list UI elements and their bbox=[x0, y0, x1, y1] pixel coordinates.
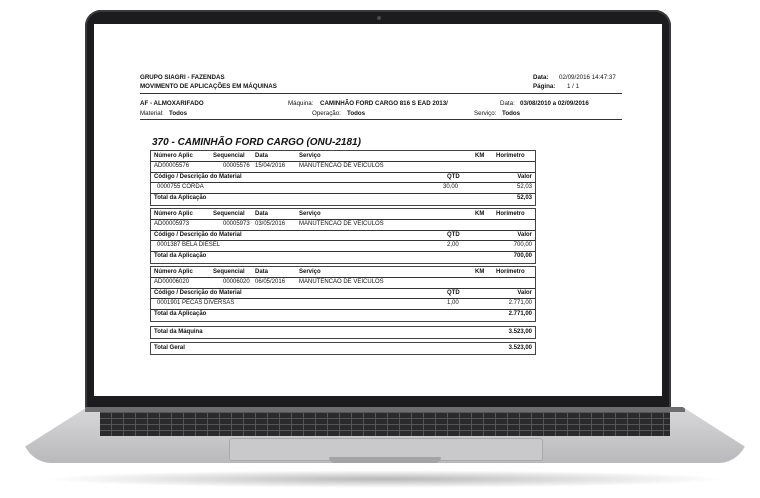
application-date: 06/05/2016 bbox=[255, 279, 286, 285]
application-block bbox=[150, 208, 536, 264]
page-label: Página: bbox=[533, 83, 556, 90]
machine-total-box bbox=[150, 326, 536, 339]
application-service: MANUTENCAO DE VEICULOS bbox=[299, 163, 384, 169]
application-block bbox=[150, 266, 536, 322]
row-divider bbox=[151, 288, 535, 289]
material-value: 2.771,00 bbox=[508, 300, 532, 306]
period-value: 03/08/2010 a 02/09/2016 bbox=[520, 100, 589, 107]
company-name: GRUPO SIAGRI - FAZENDAS bbox=[140, 74, 225, 81]
general-total-box bbox=[150, 342, 536, 355]
material-value: 700,00 bbox=[513, 242, 532, 248]
col-km: KM bbox=[475, 153, 485, 159]
col-data: Data bbox=[255, 269, 269, 275]
row-divider bbox=[151, 193, 535, 194]
camera-icon bbox=[377, 16, 381, 20]
page-value: 1 / 1 bbox=[567, 83, 580, 90]
col-sequencial: Sequencial bbox=[213, 269, 245, 275]
application-block bbox=[150, 150, 536, 206]
general-total-value: 3.523,00 bbox=[508, 345, 532, 351]
material-value: 52,03 bbox=[516, 184, 532, 190]
material-description: 0000755 CORDA bbox=[157, 184, 204, 190]
col-codigo: Código / Descrição do Material bbox=[154, 232, 242, 238]
lid-notch bbox=[329, 457, 441, 463]
col-valor: Valor bbox=[517, 232, 532, 238]
material-value: Todos bbox=[169, 110, 188, 117]
col-sequencial: Sequencial bbox=[213, 153, 245, 159]
col-km: KM bbox=[475, 269, 485, 275]
period-label: Data: bbox=[500, 100, 515, 107]
laptop-screen bbox=[94, 24, 662, 396]
application-number: AD00005576 bbox=[154, 163, 190, 169]
machine-filter-value: CAMINHÃO FORD CARGO 816 S EAD 2013/ bbox=[320, 100, 448, 107]
service-value: Todos bbox=[502, 110, 521, 117]
application-total-label: Total da Aplicação bbox=[154, 195, 207, 201]
laptop-base bbox=[22, 407, 748, 463]
application-date: 03/05/2016 bbox=[255, 221, 286, 227]
row-divider bbox=[151, 251, 535, 252]
col-codigo: Código / Descrição do Material bbox=[154, 290, 242, 296]
machine-total-label: Total da Máquina bbox=[154, 329, 203, 335]
row-divider bbox=[151, 277, 535, 278]
report-title: MOVIMENTO DE APLICAÇÕES EM MÁQUINAS bbox=[140, 83, 277, 90]
row-divider bbox=[151, 230, 535, 231]
row-divider bbox=[151, 298, 535, 299]
col-servico: Serviço bbox=[299, 269, 321, 275]
row-divider bbox=[151, 182, 535, 183]
row-divider bbox=[151, 161, 535, 162]
application-total-value: 52,03 bbox=[516, 195, 532, 201]
col-codigo: Código / Descrição do Material bbox=[154, 174, 242, 180]
col-horimetro: Horímetro bbox=[496, 269, 525, 275]
row-divider bbox=[151, 219, 535, 220]
row-divider bbox=[151, 172, 535, 173]
col-servico: Serviço bbox=[299, 153, 321, 159]
application-total-value: 2.771,00 bbox=[508, 311, 532, 317]
keyboard bbox=[100, 412, 670, 436]
application-sequence: 00005576 bbox=[223, 163, 250, 169]
row-divider bbox=[151, 240, 535, 241]
col-data: Data bbox=[255, 211, 269, 217]
application-total-value: 700,00 bbox=[513, 253, 532, 259]
laptop-shadow bbox=[40, 470, 730, 488]
operation-label: Operação: bbox=[312, 110, 341, 117]
application-total-label: Total da Aplicação bbox=[154, 311, 207, 317]
application-sequence: 00006020 bbox=[223, 279, 250, 285]
date-label: Data: bbox=[533, 74, 549, 81]
col-num-aplic: Número Aplic bbox=[154, 211, 193, 217]
machine-title: 370 - CAMINHÃO FORD CARGO (ONU-2181) bbox=[152, 137, 361, 148]
date-value: 02/09/2016 14:47:37 bbox=[559, 74, 616, 81]
service-label: Serviço: bbox=[474, 110, 497, 117]
filter-divider bbox=[140, 119, 622, 120]
col-sequencial: Sequencial bbox=[213, 211, 245, 217]
machine-total-value: 3.523,00 bbox=[508, 329, 532, 335]
general-total-label: Total Geral bbox=[154, 345, 185, 351]
material-label: Material: bbox=[140, 110, 164, 117]
operation-value: Todos bbox=[347, 110, 366, 117]
application-service: MANUTENCAO DE VEICULOS bbox=[299, 221, 384, 227]
col-num-aplic: Número Aplic bbox=[154, 269, 193, 275]
row-divider bbox=[151, 309, 535, 310]
col-valor: Valor bbox=[517, 174, 532, 180]
col-num-aplic: Número Aplic bbox=[154, 153, 193, 159]
application-number: AD00005973 bbox=[154, 221, 190, 227]
col-horimetro: Horímetro bbox=[496, 153, 525, 159]
col-valor: Valor bbox=[517, 290, 532, 296]
material-qty: 2,00 bbox=[447, 242, 459, 248]
application-date: 15/04/2016 bbox=[255, 163, 286, 169]
material-description: 0001387 BELA DIESEL bbox=[157, 242, 221, 248]
application-sequence: 00005973 bbox=[223, 221, 250, 227]
machine-label: Máquina: bbox=[288, 100, 314, 107]
material-qty: 30,00 bbox=[443, 184, 459, 190]
col-data: Data bbox=[255, 153, 269, 159]
col-servico: Serviço bbox=[299, 211, 321, 217]
material-qty: 1,00 bbox=[447, 300, 459, 306]
col-qtd: QTD bbox=[447, 290, 460, 296]
col-horimetro: Horímetro bbox=[496, 211, 525, 217]
col-qtd: QTD bbox=[447, 232, 460, 238]
header-divider bbox=[140, 93, 622, 94]
application-number: AD00006020 bbox=[154, 279, 190, 285]
warehouse: AF - ALMOXARIFADO bbox=[140, 100, 204, 107]
application-total-label: Total da Aplicação bbox=[154, 253, 207, 259]
laptop-lid bbox=[85, 10, 671, 410]
material-description: 0001901 PECAS DIVERSAS bbox=[157, 300, 235, 306]
col-km: KM bbox=[475, 211, 485, 217]
application-service: MANUTENCAO DE VEICULOS bbox=[299, 279, 384, 285]
col-qtd: QTD bbox=[447, 174, 460, 180]
